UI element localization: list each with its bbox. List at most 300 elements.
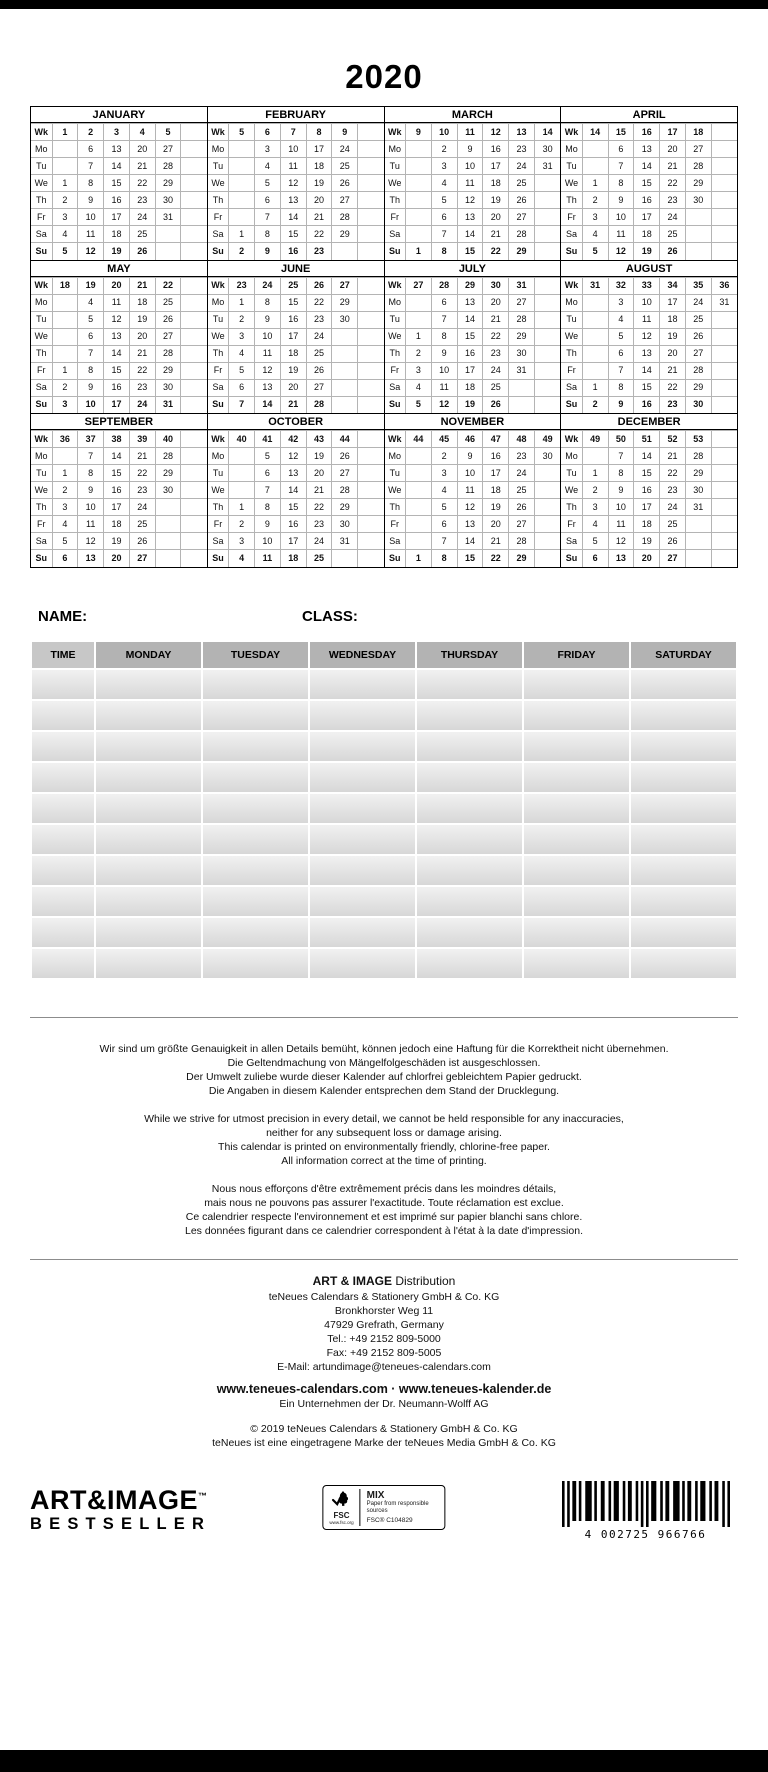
date-cell: 2 (229, 243, 255, 260)
date-cell (181, 243, 207, 260)
date-cell: 14 (255, 396, 281, 413)
day-label: Tu (561, 311, 582, 328)
timetable-header-time: TIME (32, 642, 94, 668)
timetable-cell (524, 949, 629, 978)
day-label: Fr (385, 516, 406, 533)
date-cell (582, 141, 608, 158)
day-label: We (208, 328, 229, 345)
calendar-row (561, 124, 737, 141)
day-label: Th (31, 192, 52, 209)
date-cell (685, 516, 711, 533)
date-cell: 3 (52, 209, 78, 226)
date-cell: 18 (483, 175, 509, 192)
date-cell: 5 (255, 448, 281, 465)
date-cell: 5 (608, 328, 634, 345)
date-cell: 8 (608, 379, 634, 396)
date-cell: 14 (457, 311, 483, 328)
calendar-row (385, 158, 561, 175)
day-label: Th (31, 345, 52, 362)
date-cell: 6 (431, 294, 457, 311)
date-cell: 12 (608, 533, 634, 550)
date-cell: 11 (255, 345, 281, 362)
date-cell: 2 (229, 311, 255, 328)
date-cell (358, 379, 384, 396)
date-cell: 21 (129, 345, 155, 362)
date-cell: 5 (431, 192, 457, 209)
timetable-cell (96, 763, 201, 792)
calendar-row (561, 226, 737, 243)
date-cell: 16 (104, 192, 130, 209)
calendar-row (208, 124, 384, 141)
date-cell (229, 192, 255, 209)
day-label: Mo (385, 141, 406, 158)
date-cell (711, 124, 737, 141)
day-label: Tu (385, 158, 406, 175)
month-august (561, 261, 737, 414)
date-cell (229, 448, 255, 465)
timetable-cell (310, 670, 415, 699)
calendar-row (561, 379, 737, 396)
date-cell: 13 (509, 124, 535, 141)
date-cell (711, 311, 737, 328)
date-cell: 19 (634, 243, 660, 260)
date-cell: 7 (608, 448, 634, 465)
imprint-line: 47929 Grefrath, Germany (324, 1319, 444, 1331)
timetable-cell (631, 918, 736, 947)
calendar-row (385, 379, 561, 396)
timetable-cell (32, 763, 94, 792)
date-cell: 31 (509, 277, 535, 294)
date-cell: 30 (685, 396, 711, 413)
date-cell: 7 (431, 226, 457, 243)
date-cell (534, 226, 560, 243)
timetable-cell (203, 825, 308, 854)
date-cell: 11 (457, 482, 483, 499)
calendar-row (561, 243, 737, 260)
date-cell: 9 (255, 311, 281, 328)
date-cell: 35 (685, 277, 711, 294)
timetable-cell (417, 825, 522, 854)
date-cell: 25 (306, 550, 332, 567)
date-cell: 15 (280, 294, 306, 311)
month-table (31, 277, 207, 414)
calendar-row (31, 533, 207, 550)
date-cell: 29 (685, 465, 711, 482)
date-cell (155, 550, 181, 567)
date-cell: 31 (534, 158, 560, 175)
date-cell: 9 (78, 379, 104, 396)
calendar-row (385, 550, 561, 567)
date-cell (582, 328, 608, 345)
date-cell (181, 550, 207, 567)
date-cell: 18 (483, 482, 509, 499)
date-cell: 27 (406, 277, 432, 294)
date-cell (534, 362, 560, 379)
date-cell: 7 (608, 362, 634, 379)
date-cell: 4 (229, 345, 255, 362)
day-label: Wk (385, 431, 406, 448)
date-cell: 7 (78, 345, 104, 362)
timetable-cell (524, 918, 629, 947)
class-label: CLASS: (302, 608, 358, 625)
calendar-row (31, 465, 207, 482)
date-cell: 3 (608, 294, 634, 311)
date-cell: 28 (685, 448, 711, 465)
timetable-row (32, 732, 736, 761)
date-cell: 13 (104, 328, 130, 345)
date-cell: 4 (431, 175, 457, 192)
barcode (553, 1481, 738, 1541)
timetable-body (32, 670, 736, 978)
date-cell: 18 (634, 516, 660, 533)
month-june (208, 261, 384, 414)
date-cell (534, 482, 560, 499)
date-cell: 29 (155, 465, 181, 482)
date-cell: 14 (457, 533, 483, 550)
timetable-row (32, 670, 736, 699)
day-label: Tu (208, 465, 229, 482)
date-cell (711, 243, 737, 260)
timetable-cell (631, 732, 736, 761)
date-cell: 21 (129, 277, 155, 294)
date-cell: 48 (509, 431, 535, 448)
date-cell: 40 (155, 431, 181, 448)
date-cell: 12 (255, 362, 281, 379)
date-cell: 21 (660, 448, 686, 465)
footer (30, 1481, 738, 1547)
imprint-line: teNeues Calendars & Stationery GmbH & Co. KG (268, 1291, 500, 1303)
day-label: We (208, 175, 229, 192)
date-cell: 25 (155, 294, 181, 311)
day-label: Fr (31, 209, 52, 226)
fsc-word: FSC (333, 1511, 350, 1520)
date-cell: 22 (155, 277, 181, 294)
date-cell: 18 (129, 294, 155, 311)
day-label: Sa (385, 226, 406, 243)
date-cell: 26 (332, 448, 358, 465)
bottom-edge-bar (0, 1750, 768, 1772)
date-cell: 28 (509, 533, 535, 550)
date-cell (181, 158, 207, 175)
calendar-row (561, 448, 737, 465)
calendar-row (208, 226, 384, 243)
calendar-row (208, 499, 384, 516)
timetable-cell (96, 887, 201, 916)
date-cell: 3 (229, 533, 255, 550)
date-cell: 27 (509, 516, 535, 533)
calendar-row (561, 175, 737, 192)
date-cell (534, 465, 560, 482)
calendar-row (561, 533, 737, 550)
calendar-row (385, 209, 561, 226)
date-cell: 22 (483, 550, 509, 567)
month-name: FEBRUARY (208, 107, 384, 123)
date-cell: 26 (509, 192, 535, 209)
date-cell (711, 379, 737, 396)
day-label: We (561, 175, 582, 192)
date-cell (711, 192, 737, 209)
timetable-cell (417, 670, 522, 699)
calendar-row (208, 209, 384, 226)
date-cell: 9 (78, 482, 104, 499)
date-cell: 24 (129, 499, 155, 516)
date-cell: 9 (332, 124, 358, 141)
date-cell (181, 362, 207, 379)
calendar-row (31, 448, 207, 465)
date-cell: 26 (509, 499, 535, 516)
date-cell: 25 (129, 226, 155, 243)
date-cell: 23 (660, 192, 686, 209)
date-cell: 12 (608, 243, 634, 260)
day-label: Sa (561, 379, 582, 396)
timetable-row (32, 856, 736, 885)
date-cell: 13 (634, 345, 660, 362)
date-cell: 10 (431, 124, 457, 141)
date-cell: 21 (129, 158, 155, 175)
date-cell (181, 379, 207, 396)
day-label: Su (385, 243, 406, 260)
timetable-cell (96, 856, 201, 885)
calendar-row (31, 345, 207, 362)
date-cell: 11 (255, 550, 281, 567)
day-label: Th (208, 192, 229, 209)
date-cell: 13 (255, 379, 281, 396)
day-label: Su (31, 243, 52, 260)
date-cell (229, 465, 255, 482)
day-label: Su (31, 396, 52, 413)
timetable-row (32, 701, 736, 730)
date-cell: 4 (406, 379, 432, 396)
date-cell (358, 294, 384, 311)
calendar-row (31, 141, 207, 158)
date-cell: 24 (332, 141, 358, 158)
imprint-copyright: © 2019 teNeues Calendars & Stationery GmbH & Co. KG (250, 1423, 518, 1435)
year-calendar-grid (30, 106, 738, 568)
date-cell: 5 (582, 533, 608, 550)
timetable-row (32, 763, 736, 792)
timetable-cell (524, 825, 629, 854)
timetable-cell (417, 732, 522, 761)
date-cell: 8 (255, 499, 281, 516)
calendar-row (385, 311, 561, 328)
date-cell: 3 (104, 124, 130, 141)
date-cell: 4 (129, 124, 155, 141)
date-cell (181, 328, 207, 345)
date-cell (358, 396, 384, 413)
date-cell (358, 533, 384, 550)
timetable-cell (524, 670, 629, 699)
calendar-row (208, 158, 384, 175)
date-cell: 11 (608, 516, 634, 533)
date-cell: 16 (483, 448, 509, 465)
day-label: Th (31, 499, 52, 516)
date-cell: 18 (660, 311, 686, 328)
timetable-cell (417, 794, 522, 823)
date-cell: 18 (280, 345, 306, 362)
date-cell (406, 175, 432, 192)
timetable-cell (203, 918, 308, 947)
date-cell: 26 (306, 362, 332, 379)
date-cell (181, 311, 207, 328)
day-label: We (31, 175, 52, 192)
date-cell: 3 (406, 362, 432, 379)
calendar-row (31, 499, 207, 516)
date-cell: 1 (582, 465, 608, 482)
date-cell: 2 (431, 448, 457, 465)
date-cell: 3 (52, 499, 78, 516)
date-cell: 2 (78, 124, 104, 141)
date-cell: 9 (457, 448, 483, 465)
date-cell: 28 (509, 311, 535, 328)
date-cell: 15 (104, 362, 130, 379)
date-cell (711, 158, 737, 175)
date-cell: 4 (582, 226, 608, 243)
day-label: Fr (31, 362, 52, 379)
date-cell: 42 (280, 431, 306, 448)
timetable-cell (96, 732, 201, 761)
imprint-line: Bronkhorster Weg 11 (334, 1305, 434, 1317)
date-cell: 19 (129, 311, 155, 328)
date-cell: 6 (229, 379, 255, 396)
day-label: Tu (208, 311, 229, 328)
date-cell: 27 (155, 328, 181, 345)
date-cell: 29 (155, 175, 181, 192)
date-cell: 8 (78, 465, 104, 482)
date-cell: 10 (255, 328, 281, 345)
date-cell: 4 (229, 550, 255, 567)
date-cell (534, 277, 560, 294)
day-label: We (385, 482, 406, 499)
date-cell: 11 (634, 311, 660, 328)
date-cell (711, 141, 737, 158)
calendar-row (208, 362, 384, 379)
day-label: Tu (385, 465, 406, 482)
date-cell: 20 (129, 141, 155, 158)
date-cell: 15 (634, 465, 660, 482)
calendar-row (208, 345, 384, 362)
date-cell: 5 (406, 396, 432, 413)
timetable-cell (96, 794, 201, 823)
month-name: OCTOBER (208, 414, 384, 430)
date-cell: 27 (332, 465, 358, 482)
timetable-cell (310, 887, 415, 916)
imprint-line: Tel.: +49 2152 809-5000 (327, 1333, 441, 1345)
timetable-cell (96, 670, 201, 699)
date-cell: 1 (52, 124, 78, 141)
date-cell: 12 (483, 124, 509, 141)
date-cell: 15 (280, 499, 306, 516)
date-cell: 15 (280, 226, 306, 243)
day-label: We (208, 482, 229, 499)
date-cell: 27 (332, 192, 358, 209)
date-cell (685, 533, 711, 550)
date-cell: 22 (660, 175, 686, 192)
date-cell: 20 (660, 141, 686, 158)
calendar-row (561, 158, 737, 175)
day-label: Wk (561, 277, 582, 294)
timetable-cell (631, 794, 736, 823)
date-cell (406, 226, 432, 243)
date-cell (358, 448, 384, 465)
date-cell (181, 482, 207, 499)
date-cell: 22 (660, 379, 686, 396)
timetable-cell (417, 887, 522, 916)
date-cell: 24 (483, 362, 509, 379)
date-cell: 12 (280, 175, 306, 192)
date-cell: 25 (306, 345, 332, 362)
calendar-row (208, 516, 384, 533)
day-label: Wk (208, 277, 229, 294)
date-cell: 12 (431, 396, 457, 413)
date-cell: 8 (431, 243, 457, 260)
date-cell: 17 (634, 209, 660, 226)
timetable-row (32, 794, 736, 823)
date-cell (358, 465, 384, 482)
calendar-row (31, 192, 207, 209)
month-name: SEPTEMBER (31, 414, 207, 430)
date-cell: 28 (306, 396, 332, 413)
timetable-row (32, 949, 736, 978)
date-cell: 14 (634, 158, 660, 175)
timetable-cell (417, 918, 522, 947)
date-cell: 10 (457, 465, 483, 482)
timetable-cell (32, 887, 94, 916)
date-cell: 6 (431, 516, 457, 533)
date-cell: 14 (582, 124, 608, 141)
date-cell: 19 (280, 362, 306, 379)
day-label: Wk (561, 431, 582, 448)
date-cell: 23 (509, 448, 535, 465)
name-label: NAME: (38, 608, 88, 625)
timetable-cell (417, 701, 522, 730)
date-cell: 7 (78, 448, 104, 465)
date-cell: 28 (685, 158, 711, 175)
calendar-row (385, 243, 561, 260)
month-table (31, 430, 207, 567)
date-cell (358, 516, 384, 533)
date-cell: 29 (685, 379, 711, 396)
date-cell (582, 345, 608, 362)
date-cell: 12 (457, 192, 483, 209)
calendar-row (385, 328, 561, 345)
month-table (561, 123, 737, 260)
timetable-row (32, 918, 736, 947)
date-cell: 2 (582, 192, 608, 209)
date-cell: 51 (634, 431, 660, 448)
date-cell (52, 294, 78, 311)
calendar-row (208, 192, 384, 209)
date-cell (711, 516, 737, 533)
date-cell: 2 (431, 141, 457, 158)
date-cell (534, 175, 560, 192)
date-cell: 15 (634, 175, 660, 192)
imprint-line: E-Mail: artundimage@teneues-calendars.com (277, 1361, 491, 1373)
calendar-row (208, 175, 384, 192)
date-cell: 14 (457, 226, 483, 243)
date-cell: 26 (306, 277, 332, 294)
day-label: Su (31, 550, 52, 567)
date-cell: 5 (229, 124, 255, 141)
calendar-row (385, 294, 561, 311)
date-cell: 10 (78, 396, 104, 413)
date-cell (181, 294, 207, 311)
date-cell: 3 (431, 158, 457, 175)
date-cell: 20 (483, 294, 509, 311)
calendar-row (385, 533, 561, 550)
calendar-row (31, 362, 207, 379)
date-cell: 9 (431, 345, 457, 362)
date-cell: 26 (129, 243, 155, 260)
